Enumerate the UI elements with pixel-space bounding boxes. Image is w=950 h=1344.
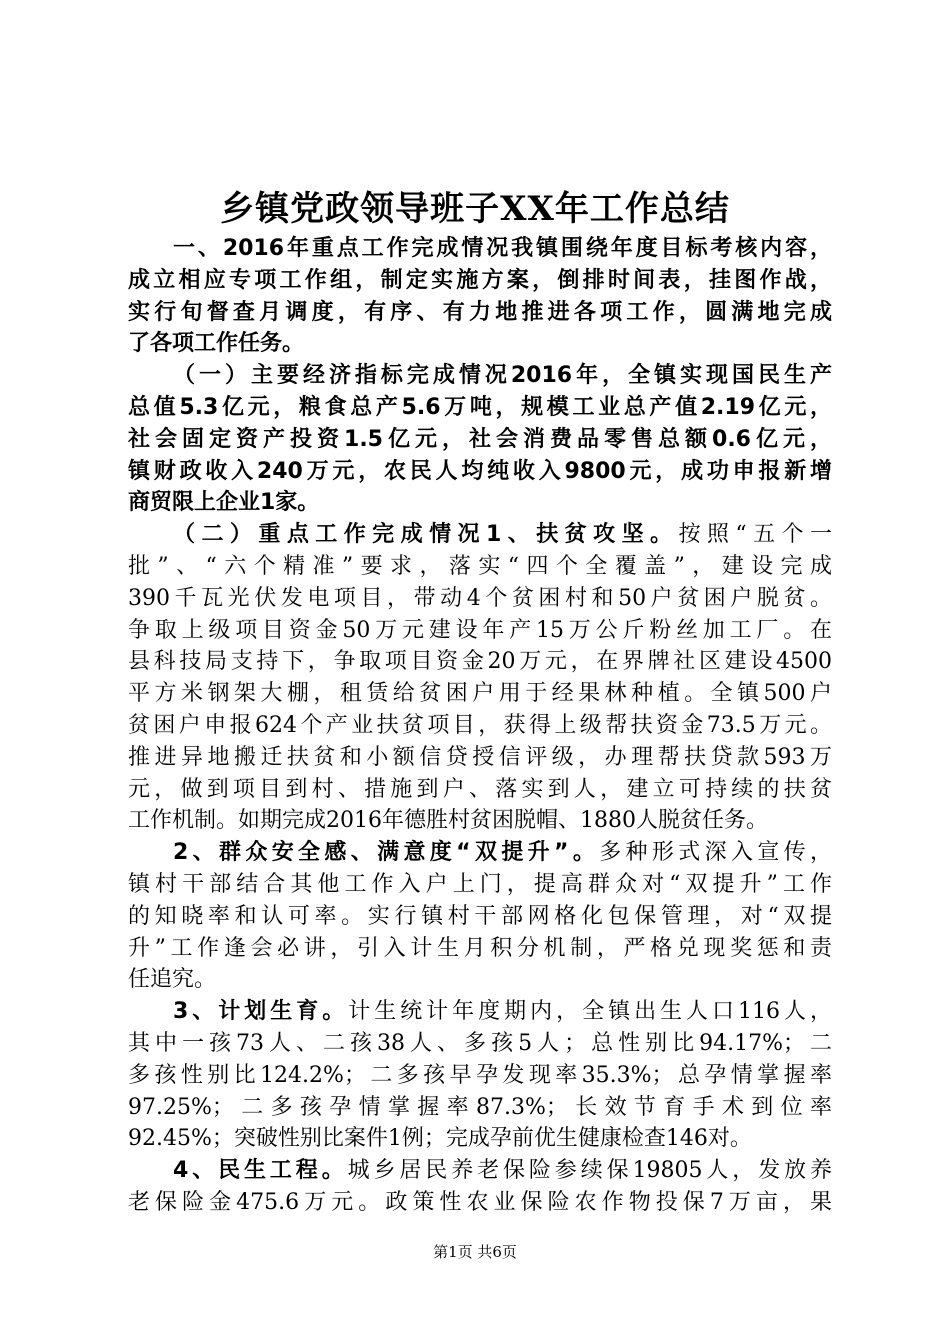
text-line: 实行旬督查月调度，有序、有力地推进各项工作，圆满地完成 bbox=[128, 299, 832, 325]
document-body bbox=[128, 233, 832, 1219]
text-line bbox=[128, 1155, 832, 1187]
paragraph-double-improvement bbox=[128, 837, 832, 996]
text-line: 贫困户申报624个产业扶贫项目，获得上级帮扶资金73.5万元。 bbox=[128, 712, 832, 738]
text-line: 92.45%；突破性别比案件1例；完成孕前优生健康检查146对。 bbox=[128, 1126, 752, 1152]
text-line: 争取上级项目资金50万元建设年产15万公斤粉丝加工厂。在 bbox=[128, 617, 832, 643]
text-line: 任追究。 bbox=[128, 967, 217, 993]
text-line: 批”、“六个精准”要求，落实“四个全覆盖”，建设完成 bbox=[128, 553, 832, 579]
text-line: 平方米钢架大棚，租赁给贫困户用于经果林种植。全镇500户 bbox=[128, 681, 832, 707]
text-line: 的知晓率和认可率。实行镇村干部网格化包保管理，对“双提 bbox=[128, 903, 832, 929]
paragraph-economic-indicators bbox=[128, 360, 832, 519]
text-line: （一）主要经济指标完成情况2016年，全镇实现国民生产 bbox=[173, 363, 832, 389]
text-line: 元，做到项目到村、措施到户、落实到人，建立可持续的扶贫 bbox=[128, 776, 832, 802]
text-run: 按照“五个一 bbox=[678, 522, 833, 548]
document-title: 乡镇党政领导班子XX年工作总结 bbox=[220, 189, 730, 229]
text-line: 工作机制。如期完成2016年德胜村贫困脱帽、1880人脱贫任务。 bbox=[128, 808, 768, 834]
text-line: 390千瓦光伏发电项目，带动4个贫困村和50户贫困户脱贫。 bbox=[128, 585, 832, 611]
section-heading: （二）重点工作完成情况1、扶贫攻坚。 bbox=[173, 522, 679, 548]
paragraph-livelihood bbox=[128, 1155, 832, 1219]
section-heading: 2、群众安全感、满意度“双提升”。 bbox=[173, 840, 600, 866]
paragraph-overview bbox=[128, 233, 832, 360]
text-line: 其中一孩73人、二孩38人、多孩5人；总性别比94.17%；二 bbox=[128, 1030, 832, 1056]
text-line: 商贸限上企业1家。 bbox=[128, 490, 320, 516]
text-line bbox=[128, 996, 832, 1028]
text-line: 总值5.3亿元，粮食总产5.6万吨，规模工业总产值2.19亿元， bbox=[128, 394, 832, 420]
text-run: 多种形式深入宣传， bbox=[599, 840, 832, 866]
text-line bbox=[128, 837, 832, 869]
paragraph-family-planning bbox=[128, 996, 832, 1155]
text-line: 老保险金475.6万元。政策性农业保险农作物投保7万亩，果 bbox=[128, 1189, 832, 1215]
text-line: 推进异地搬迁扶贫和小额信贷授信评级，办理帮扶贷款593万 bbox=[128, 744, 832, 770]
text-run: 计生统计年度期内，全镇出生人口116人， bbox=[348, 999, 832, 1025]
text-line: 多孩性别比124.2%；二多孩早孕发现率35.3%；总孕情掌握率 bbox=[128, 1062, 832, 1088]
page-number-footer: 第1页 共6页 bbox=[433, 1243, 517, 1261]
paragraph-poverty-alleviation bbox=[128, 519, 832, 837]
text-line: 社会固定资产投资1.5亿元，社会消费品零售总额0.6亿元， bbox=[128, 426, 832, 452]
text-line: 97.25%；二多孩孕情掌握率87.3%；长效节育手术到位率 bbox=[128, 1094, 832, 1120]
text-line: 升”工作逢会必讲，引入计生月积分机制，严格兑现奖惩和责 bbox=[128, 935, 832, 961]
text-line: 镇财政收入240万元，农民人均纯收入9800元，成功申报新增 bbox=[128, 458, 832, 484]
text-run: 城乡居民养老保险参续保19805人，发放养 bbox=[347, 1158, 832, 1184]
text-line: 镇村干部结合其他工作入户上门，提高群众对“双提升”工作 bbox=[128, 871, 832, 897]
text-line: 了各项工作任务。 bbox=[128, 331, 305, 357]
text-line: 成立相应专项工作组，制定实施方案，倒排时间表，挂图作战， bbox=[128, 267, 832, 293]
text-line: 县科技局支持下，争取项目资金20万元，在界牌社区建设4500 bbox=[128, 649, 832, 675]
section-heading: 3、计划生育。 bbox=[173, 999, 349, 1025]
text-line bbox=[128, 519, 832, 551]
text-line: 一、2016年重点工作完成情况我镇围绕年度目标考核内容， bbox=[173, 236, 832, 261]
section-heading: 4、民生工程。 bbox=[173, 1158, 348, 1184]
